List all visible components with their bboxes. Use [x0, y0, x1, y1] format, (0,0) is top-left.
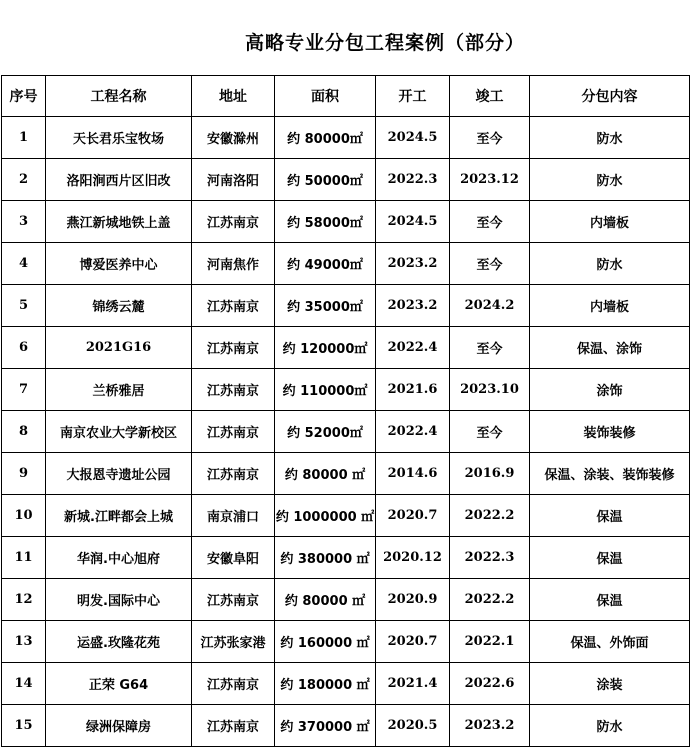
- cell-content: 保温: [530, 579, 690, 621]
- cell-address: 江苏南京: [192, 327, 275, 369]
- table-row: [2, 579, 690, 621]
- column-header-name: 工程名称: [46, 76, 192, 117]
- cell-name: 燕江新城地铁上盖: [46, 201, 192, 243]
- cell-no: 6: [2, 327, 46, 369]
- cell-area: 约 80000 ㎡: [275, 579, 376, 621]
- cell-address: 江苏南京: [192, 663, 275, 705]
- cell-address: 江苏南京: [192, 453, 275, 495]
- cell-area: 约 380000 ㎡: [275, 537, 376, 579]
- column-header-area: 面积: [275, 76, 376, 117]
- cell-end: 2016.9: [450, 453, 530, 495]
- cell-content: 防水: [530, 243, 690, 285]
- cell-no: 8: [2, 411, 46, 453]
- cell-no: 1: [2, 117, 46, 159]
- cell-name: 绿洲保障房: [46, 705, 192, 747]
- cell-area: 约 50000㎡: [275, 159, 376, 201]
- cell-content: 防水: [530, 159, 690, 201]
- cell-content: 保温、涂饰: [530, 327, 690, 369]
- cell-name: 正荣 G64: [46, 663, 192, 705]
- cell-start: 2022.4: [376, 327, 450, 369]
- cell-content: 保温、外饰面: [530, 621, 690, 663]
- cell-content: 保温: [530, 537, 690, 579]
- table-row: [2, 453, 690, 495]
- cell-content: 防水: [530, 117, 690, 159]
- cell-start: 2014.6: [376, 453, 450, 495]
- cell-start: 2021.6: [376, 369, 450, 411]
- cell-end: 2022.2: [450, 495, 530, 537]
- page-title: 高略专业分包工程案例（部分）: [244, 32, 525, 54]
- cell-start: 2023.2: [376, 285, 450, 327]
- cell-area: 约 110000㎡: [275, 369, 376, 411]
- cell-area: 约 35000㎡: [275, 285, 376, 327]
- cell-no: 10: [2, 495, 46, 537]
- cell-address: 江苏南京: [192, 411, 275, 453]
- cell-no: 4: [2, 243, 46, 285]
- cell-name: 明发.国际中心: [46, 579, 192, 621]
- table-row: [2, 159, 690, 201]
- cell-end: 至今: [450, 327, 530, 369]
- cell-area: 约 49000㎡: [275, 243, 376, 285]
- cell-start: 2024.5: [376, 201, 450, 243]
- cell-name: 运盛.玫隆花苑: [46, 621, 192, 663]
- cell-address: 江苏张家港: [192, 621, 275, 663]
- table-row: [2, 327, 690, 369]
- cell-start: 2023.2: [376, 243, 450, 285]
- cell-end: 至今: [450, 411, 530, 453]
- column-header-no: 序号: [2, 76, 46, 117]
- cell-name: 锦绣云麓: [46, 285, 192, 327]
- cell-area: 约 120000㎡: [275, 327, 376, 369]
- cell-address: 安徽滁州: [192, 117, 275, 159]
- cell-start: 2020.9: [376, 579, 450, 621]
- cell-end: 2022.2: [450, 579, 530, 621]
- cell-address: 江苏南京: [192, 285, 275, 327]
- project-table: [1, 75, 690, 747]
- cell-address: 江苏南京: [192, 579, 275, 621]
- cell-start: 2020.5: [376, 705, 450, 747]
- table-header-row: [2, 76, 690, 117]
- table-row: [2, 705, 690, 747]
- column-header-start: 开工: [376, 76, 450, 117]
- table-row: [2, 201, 690, 243]
- cell-address: 安徽阜阳: [192, 537, 275, 579]
- cell-end: 2023.2: [450, 705, 530, 747]
- table-row: [2, 369, 690, 411]
- cell-end: 2024.2: [450, 285, 530, 327]
- cell-area: 约 160000 ㎡: [275, 621, 376, 663]
- cell-start: 2020.7: [376, 495, 450, 537]
- cell-name: 华润.中心旭府: [46, 537, 192, 579]
- cell-end: 2022.6: [450, 663, 530, 705]
- table-row: [2, 117, 690, 159]
- cell-address: 江苏南京: [192, 201, 275, 243]
- cell-no: 15: [2, 705, 46, 747]
- table-row: [2, 411, 690, 453]
- table-row: [2, 285, 690, 327]
- cell-name: 大报恩寺遗址公园: [46, 453, 192, 495]
- cell-area: 约 1000000 ㎡: [275, 495, 376, 537]
- cell-area: 约 52000㎡: [275, 411, 376, 453]
- cell-area: 约 80000㎡: [275, 117, 376, 159]
- cell-no: 11: [2, 537, 46, 579]
- table-row: [2, 621, 690, 663]
- cell-end: 2023.12: [450, 159, 530, 201]
- column-header-end: 竣工: [450, 76, 530, 117]
- cell-name: 洛阳涧西片区旧改: [46, 159, 192, 201]
- cell-no: 7: [2, 369, 46, 411]
- cell-content: 保温、涂装、装饰装修: [530, 453, 690, 495]
- cell-no: 2: [2, 159, 46, 201]
- cell-content: 内墙板: [530, 285, 690, 327]
- cell-end: 2022.1: [450, 621, 530, 663]
- table-row: [2, 495, 690, 537]
- cell-no: 14: [2, 663, 46, 705]
- cell-start: 2022.4: [376, 411, 450, 453]
- cell-name: 天长君乐宝牧场: [46, 117, 192, 159]
- cell-start: 2020.12: [376, 537, 450, 579]
- table-row: [2, 243, 690, 285]
- table-row: [2, 537, 690, 579]
- cell-area: 约 370000 ㎡: [275, 705, 376, 747]
- table-row: [2, 663, 690, 705]
- cell-address: 江苏南京: [192, 369, 275, 411]
- cell-content: 防水: [530, 705, 690, 747]
- cell-end: 至今: [450, 117, 530, 159]
- cell-start: 2020.7: [376, 621, 450, 663]
- cell-area: 约 58000㎡: [275, 201, 376, 243]
- cell-start: 2024.5: [376, 117, 450, 159]
- cell-name: 新城.江畔都会上城: [46, 495, 192, 537]
- cell-content: 涂饰: [530, 369, 690, 411]
- cell-address: 河南焦作: [192, 243, 275, 285]
- cell-end: 至今: [450, 201, 530, 243]
- cell-no: 12: [2, 579, 46, 621]
- cell-name: 南京农业大学新校区: [46, 411, 192, 453]
- column-header-content: 分包内容: [530, 76, 690, 117]
- cell-end: 2022.3: [450, 537, 530, 579]
- cell-content: 保温: [530, 495, 690, 537]
- cell-no: 3: [2, 201, 46, 243]
- cell-name: 兰桥雅居: [46, 369, 192, 411]
- cell-name: 博爱医养中心: [46, 243, 192, 285]
- cell-no: 5: [2, 285, 46, 327]
- cell-end: 至今: [450, 243, 530, 285]
- cell-start: 2022.3: [376, 159, 450, 201]
- cell-start: 2021.4: [376, 663, 450, 705]
- cell-area: 约 80000 ㎡: [275, 453, 376, 495]
- cell-content: 内墙板: [530, 201, 690, 243]
- cell-area: 约 180000 ㎡: [275, 663, 376, 705]
- cell-address: 江苏南京: [192, 705, 275, 747]
- cell-name: 2021G16: [46, 327, 192, 369]
- cell-address: 河南洛阳: [192, 159, 275, 201]
- cell-end: 2023.10: [450, 369, 530, 411]
- column-header-address: 地址: [192, 76, 275, 117]
- cell-no: 9: [2, 453, 46, 495]
- cell-content: 装饰装修: [530, 411, 690, 453]
- cell-content: 涂装: [530, 663, 690, 705]
- cell-no: 13: [2, 621, 46, 663]
- cell-address: 南京浦口: [192, 495, 275, 537]
